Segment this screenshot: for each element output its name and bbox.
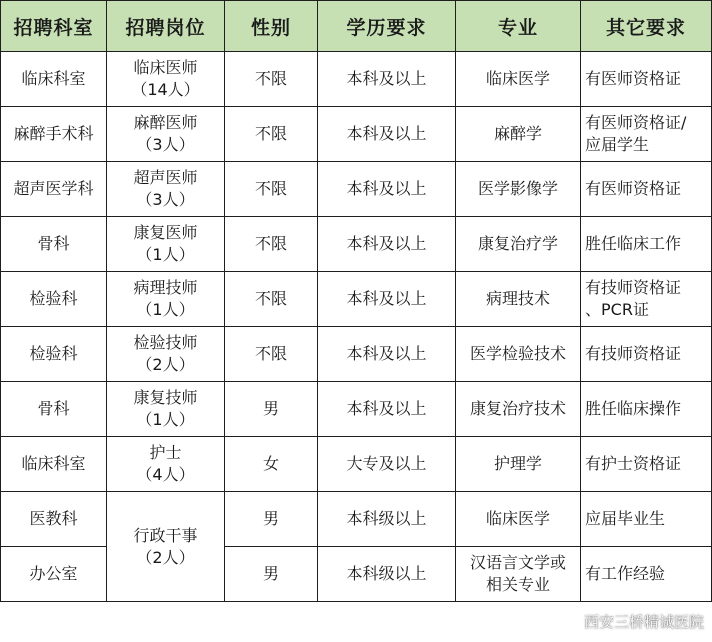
table-row bbox=[1, 272, 712, 327]
cell-other bbox=[581, 382, 712, 437]
cell-position bbox=[107, 272, 225, 327]
other-line: 有医师资格证/ bbox=[585, 113, 687, 132]
cell-dept: 临床科室 bbox=[1, 52, 107, 107]
cell-major bbox=[456, 52, 581, 107]
position-count: （3人） bbox=[136, 190, 195, 209]
major-line: 相关专业 bbox=[485, 575, 550, 594]
other-line: 有工作经验 bbox=[585, 564, 666, 583]
header-education: 学历要求 bbox=[318, 1, 456, 52]
cell-education: 本科及以上 bbox=[318, 382, 456, 437]
major-line: 临床医学 bbox=[485, 69, 550, 88]
position-count: （1人） bbox=[136, 245, 195, 264]
other-line: 有技师资格证 bbox=[585, 278, 682, 297]
table-row bbox=[1, 382, 712, 437]
position-title: 护士 bbox=[149, 443, 182, 462]
cell-position bbox=[107, 327, 225, 382]
position-title: 超声医师 bbox=[133, 168, 198, 187]
cell-education: 本科及以上 bbox=[318, 107, 456, 162]
cell-education: 本科级以上 bbox=[318, 492, 456, 547]
cell-education: 本科及以上 bbox=[318, 327, 456, 382]
cell-gender: 男 bbox=[225, 492, 318, 547]
table-row bbox=[1, 107, 712, 162]
cell-other bbox=[581, 327, 712, 382]
position-title: 麻醉医师 bbox=[133, 113, 198, 132]
major-line: 临床医学 bbox=[485, 509, 550, 528]
major-line: 护理学 bbox=[493, 454, 542, 473]
cell-major bbox=[456, 437, 581, 492]
major-line: 麻醉学 bbox=[493, 124, 542, 143]
cell-education: 本科及以上 bbox=[318, 217, 456, 272]
cell-dept: 骨科 bbox=[1, 217, 107, 272]
cell-other bbox=[581, 547, 712, 602]
cell-gender: 不限 bbox=[225, 52, 318, 107]
position-title: 检验技师 bbox=[133, 333, 198, 352]
cell-major bbox=[456, 382, 581, 437]
major-line: 医学影像学 bbox=[477, 179, 558, 198]
table-row bbox=[1, 217, 712, 272]
cell-other bbox=[581, 437, 712, 492]
cell-education: 本科及以上 bbox=[318, 162, 456, 217]
position-title: 行政干事 bbox=[133, 525, 198, 545]
position-count: （2人） bbox=[136, 355, 195, 374]
cell-gender: 不限 bbox=[225, 272, 318, 327]
cell-other bbox=[581, 107, 712, 162]
cell-dept: 超声医学科 bbox=[1, 162, 107, 217]
cell-education: 大专及以上 bbox=[318, 437, 456, 492]
cell-education: 本科及以上 bbox=[318, 52, 456, 107]
cell-major bbox=[456, 492, 581, 547]
cell-major bbox=[456, 272, 581, 327]
other-line: 胜任临床操作 bbox=[585, 399, 682, 418]
cell-dept: 临床科室 bbox=[1, 437, 107, 492]
position-title: 病理技师 bbox=[133, 278, 198, 297]
position-count: （1人） bbox=[136, 410, 195, 429]
cell-major bbox=[456, 217, 581, 272]
position-title: 临床医师 bbox=[133, 58, 198, 77]
header-dept: 招聘科室 bbox=[1, 1, 107, 52]
position-count: （4人） bbox=[136, 465, 195, 484]
cell-gender: 不限 bbox=[225, 162, 318, 217]
cell-major bbox=[456, 547, 581, 602]
cell-other bbox=[581, 52, 712, 107]
major-line: 康复治疗学 bbox=[477, 234, 558, 253]
cell-dept: 医教科 bbox=[1, 492, 107, 547]
cell-gender: 女 bbox=[225, 437, 318, 492]
cell-dept: 骨科 bbox=[1, 382, 107, 437]
major-line: 康复治疗技术 bbox=[469, 399, 566, 418]
position-count: （14人） bbox=[131, 80, 200, 99]
table-row bbox=[1, 162, 712, 217]
cell-major bbox=[456, 107, 581, 162]
cell-gender: 不限 bbox=[225, 107, 318, 162]
cell-gender: 男 bbox=[225, 547, 318, 602]
header-gender: 性别 bbox=[225, 1, 318, 52]
cell-position bbox=[107, 52, 225, 107]
cell-gender: 男 bbox=[225, 382, 318, 437]
other-line: 应届毕业生 bbox=[585, 509, 666, 528]
other-line: 有医师资格证 bbox=[585, 179, 682, 198]
cell-other bbox=[581, 492, 712, 547]
cell-other bbox=[581, 162, 712, 217]
watermark bbox=[558, 611, 704, 632]
position-count: （2人） bbox=[136, 547, 195, 567]
header-major: 专业 bbox=[456, 1, 581, 52]
cell-dept: 检验科 bbox=[1, 327, 107, 382]
position-title: 康复技师 bbox=[133, 388, 198, 407]
cell-major bbox=[456, 327, 581, 382]
other-line: 有护士资格证 bbox=[585, 454, 682, 473]
position-count: （1人） bbox=[136, 300, 195, 319]
cell-dept: 检验科 bbox=[1, 272, 107, 327]
table-row bbox=[1, 492, 712, 547]
major-line: 病理技术 bbox=[485, 289, 550, 308]
cell-education: 本科及以上 bbox=[318, 272, 456, 327]
cell-major bbox=[456, 162, 581, 217]
watermark-text: 西安三桥精诚医院 bbox=[583, 613, 704, 631]
cell-gender: 不限 bbox=[225, 327, 318, 382]
cell-position bbox=[107, 107, 225, 162]
wechat-official-account-icon bbox=[558, 612, 578, 632]
header-other: 其它要求 bbox=[581, 1, 712, 52]
cell-position-merged bbox=[107, 492, 225, 602]
cell-other bbox=[581, 217, 712, 272]
cell-position bbox=[107, 382, 225, 437]
other-line: 应届学生 bbox=[585, 135, 650, 154]
cell-other bbox=[581, 272, 712, 327]
table-row bbox=[1, 52, 712, 107]
other-line: 有医师资格证 bbox=[585, 69, 682, 88]
cell-education: 本科级以上 bbox=[318, 547, 456, 602]
table-row bbox=[1, 437, 712, 492]
position-title: 康复医师 bbox=[133, 223, 198, 242]
header-position: 招聘岗位 bbox=[107, 1, 225, 52]
cell-gender: 不限 bbox=[225, 217, 318, 272]
cell-position bbox=[107, 217, 225, 272]
major-line: 汉语言文学或 bbox=[469, 553, 566, 572]
cell-position bbox=[107, 162, 225, 217]
cell-dept: 办公室 bbox=[1, 547, 107, 602]
position-count: （3人） bbox=[136, 135, 195, 154]
table-row bbox=[1, 327, 712, 382]
other-line: 有技师资格证 bbox=[585, 344, 682, 363]
cell-position bbox=[107, 437, 225, 492]
other-line: 、PCR证 bbox=[585, 300, 649, 319]
other-line: 胜任临床工作 bbox=[585, 234, 682, 253]
major-line: 医学检验技术 bbox=[469, 344, 566, 363]
header-row bbox=[1, 1, 712, 52]
cell-dept: 麻醉手术科 bbox=[1, 107, 107, 162]
